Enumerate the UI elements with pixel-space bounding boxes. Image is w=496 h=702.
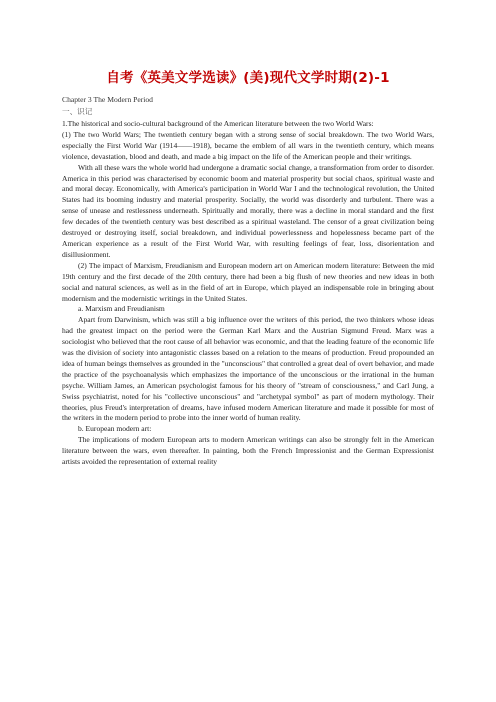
- document-title: 自考《英美文学选读》(美)现代文学时期(2)-1: [106, 70, 390, 86]
- section-heading: 一、识记: [62, 107, 93, 116]
- paragraph: b. European modern art:: [78, 424, 152, 434]
- paragraph: With all these wars the whole world had undergone a dramatic social change, a transformation from order to disorder. America in this period was characterised by economic boom and material prosperity but social chaos, spiritual waste and and moral decay. Economically, with America's participation in World War I and the technological revolution, the United States had its booming industry and material prosperity. Socially, the world was disorderly and turbulent. There was a sense of unease and restlessness underneath. Spiritually and morally, there was a decline in moral standard and the first few decades of the twentieth century was best described as a spiritual wasteland. The censor of a great civilization being destroyed or destroying itself, social breakdown, and individual powerlessness and hopelessness became part of the American experience as a result of the First World War, with resulting feelings of fear, loss, disorientation and disillusionment.: [62, 162, 434, 259]
- document-body: [62, 119, 434, 468]
- paragraph: (2) The impact of Marxism, Freudianism and European modern art on American modern literature: Between the mid 19th century and the first decade of the 20th century, there had been a big flush of new theories and new ideas in both social and natural sciences, as well as in the field of art in Europe, which played an indispensable role in bringing about modernism and the modernistic writings in the United States.: [62, 260, 434, 303]
- paragraph: The implications of modern European arts to modern American writings can also be strongly felt in the American literature between the wars, even thereafter. In painting, both the French Impressionist and the German Expressionist artists avoided the representation of external reality: [62, 435, 434, 467]
- paragraph: 1.The historical and socio-cultural background of the American literature between the two World Wars:: [62, 119, 374, 128]
- paragraph: Apart from Darwinism, which was still a big influence over the writers of this period, the two thinkers whose ideas had the greatest impact on the period were the German Karl Marx and the Austrian Sigmund Freud. Marx was a sociologist who believed that the root cause of all behavior was economic, and that the leading feature of the economic life was the division of society into antagonistic classes based on a relation to the means of production. Freud propounded an idea of human beings themselves as grounded in the "unconscious" that controlled a great deal of overt behavior, and made the practice of the psychoanalysis which emphasizes the importance of the unconscious or the irrational in the human psyche. William James, an American psychologist famous for his theory of "stream of consciousness," and Carl Jung, a Swiss psychiatrist, noted for his "collective unconscious" and "archetypal symbol" as part of modern mythology. Their theories, plus Freud's interpretation of dreams, have infused modern American literature and made it possible for most of the writers in the modern period to probe into the inner world of human reality.: [62, 315, 434, 423]
- paragraph: (1) The two World Wars; The twentieth century began with a strong sense of social breakdown. The two World Wars, especially the First World War (1914——1918), became the emblem of all wars in the twentieth century, which means violence, devastation, blood and death, and made a big impact on the life of the American people and their writings.: [62, 129, 434, 161]
- chapter-heading: Chapter 3 The Modern Period: [62, 95, 153, 104]
- paragraph: a. Marxism and Freudianism: [78, 304, 165, 314]
